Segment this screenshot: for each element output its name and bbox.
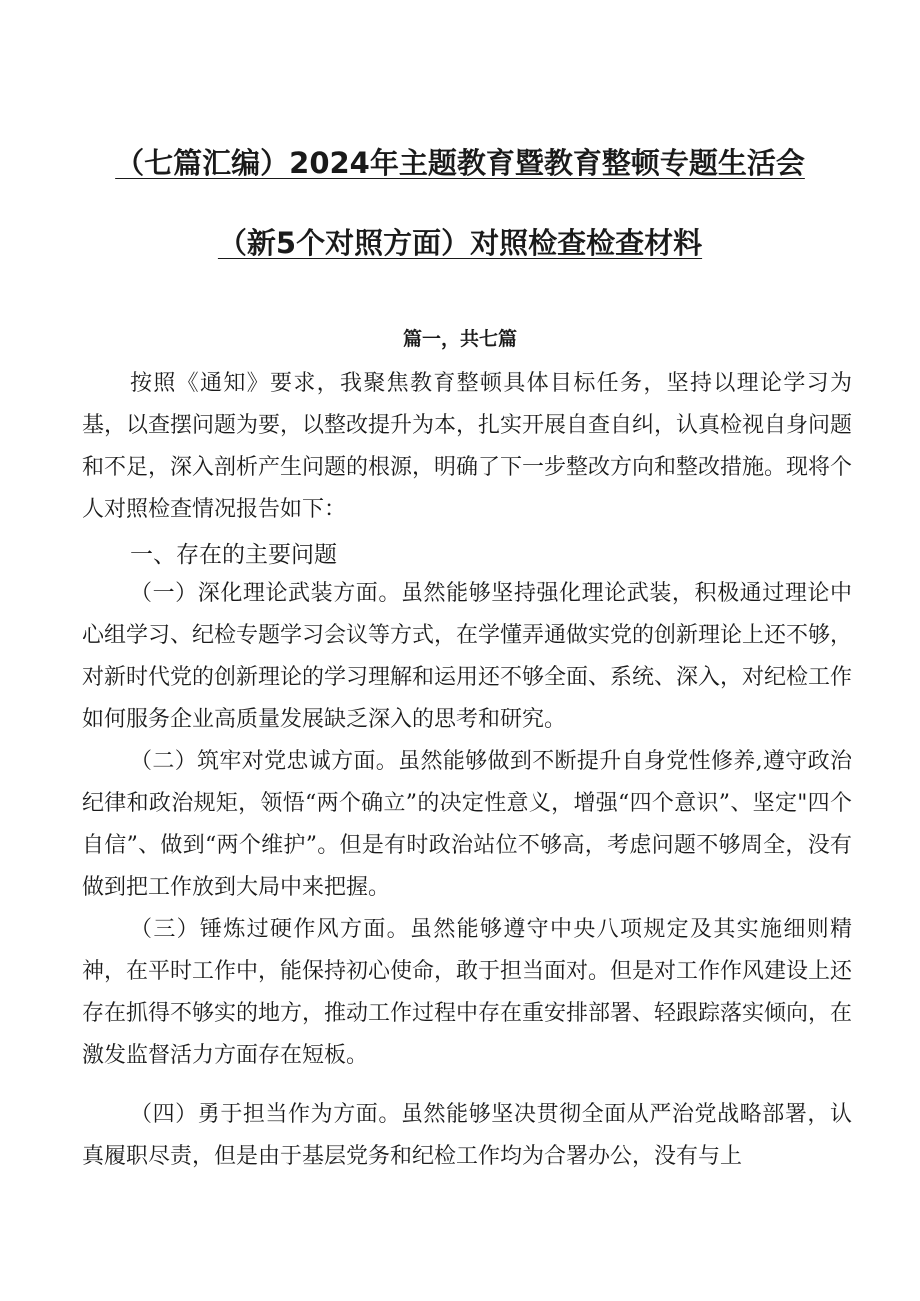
title-line-2: （新5个对照方面）对照检查检查材料 <box>217 226 703 260</box>
intro-paragraph: 按照《通知》要求，我聚焦教育整顿具体目标任务，坚持以理论学习为基，以查摆问题为要，以整改提升为本，扎实开展自查自纠，认真检视自身问题和不足，深入剖析产生问题的根源，明确了下一步整改方向和整改措施。现将个人对照检查情况报告如下： <box>82 371 853 522</box>
paragraph-responsibility: （四）勇于担当作为方面。虽然能够坚决贯彻全面从严治党战略部署，认真履职尽责，但是由于基层党务和纪检工作均为合署办公，没有与上 <box>82 1102 852 1169</box>
subtitle: 篇一，共七篇 <box>402 328 517 350</box>
section-heading: 一、存在的主要问题 <box>130 542 337 568</box>
title-line-1: （七篇汇编）2024年主题教育暨教育整顿专题生活会 <box>115 146 805 180</box>
paragraph-style: （三）锤炼过硬作风方面。虽然能够遵守中央八项规定及其实施细则精神，在平时工作中，能保持初心使命，敢于担当面对。但是对工作作风建设上还存在抓得不够实的地方，推动工作过程中存在重安排部署、轻跟踪落实倾向，在激发监督活力方面存在短板。 <box>82 917 853 1068</box>
paragraph-loyalty: （二）筑牢对党忠诚方面。虽然能够做到不断提升自身党性修养,遵守政治纪律和政治规矩，领悟“两个确立”的决定性意义，增强“四个意识”、坚定"四个自信”、做到“两个维护”。但是有时政治站位不够高，考虑问题不够周全，没有做到把工作放到大局中来把握。 <box>82 749 852 900</box>
paragraph-theory: （一）深化理论武装方面。虽然能够坚持强化理论武装，积极通过理论中心组学习、纪检专题学习会议等方式，在学懂弄通做实党的创新理论上还不够，对新时代党的创新理论的学习理解和运用还不够全面、系统、深入，对纪检工作如何服务企业高质量发展缺乏深入的思考和研究。 <box>82 581 853 732</box>
